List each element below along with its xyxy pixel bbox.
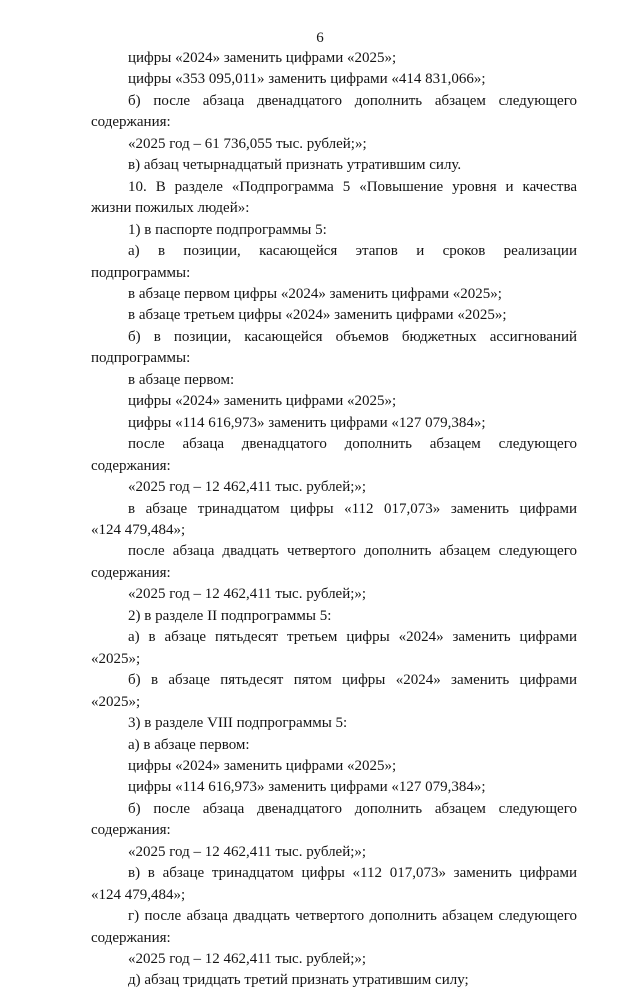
text-line: после абзаца двенадцатого дополнить абзацем следующего <box>128 436 577 453</box>
page-number: 6 <box>316 30 324 46</box>
text-line: г) после абзаца двадцать четвертого дополнить абзацем следующего <box>128 908 577 925</box>
text-line: 3) в разделе VIII подпрограммы 5: <box>128 715 348 732</box>
text-line: 10. В разделе «Подпрограмма 5 «Повышение уровня и качества <box>128 178 577 195</box>
text-line: содержания: <box>91 929 171 946</box>
text-line: а) в абзаце пятьдесят третьем цифры «2024» заменить цифрами <box>128 629 577 646</box>
text-line: в абзаце первом цифры «2024» заменить цифрами «2025»; <box>128 285 502 302</box>
text-line: цифры «2024» заменить цифрами «2025»; <box>128 393 397 410</box>
text-line: цифры «353 095,011» заменить цифрами «414 831,066»; <box>128 71 486 88</box>
text-line: «2025»; <box>91 650 141 667</box>
text-line: б) в позиции, касающейся объемов бюджетных ассигнований <box>128 328 577 345</box>
text-line: в) абзац четырнадцатый признать утратившим силу. <box>128 157 462 174</box>
text-line: б) в абзаце пятьдесят пятом цифры «2024» заменить цифрами <box>128 672 577 689</box>
text-line: «2025 год – 12 462,411 тыс. рублей;»; <box>128 586 367 603</box>
text-line: после абзаца двадцать четвертого дополнить абзацем следующего <box>128 543 577 560</box>
text-line: б) после абзаца двенадцатого дополнить абзацем следующего <box>128 92 577 109</box>
text-line: подпрограммы: <box>91 264 191 281</box>
text-line: «2025»; <box>91 693 141 710</box>
text-line: подпрограммы: <box>91 350 191 367</box>
text-line: цифры «2024» заменить цифрами «2025»; <box>128 50 397 66</box>
text-line: а) в позиции, касающейся этапов и сроков реализации <box>128 243 577 260</box>
text-line: цифры «114 616,973» заменить цифрами «127 079,384»; <box>128 779 486 796</box>
text-line: содержания: <box>91 564 171 581</box>
text-line: 2) в разделе II подпрограммы 5: <box>128 607 332 624</box>
text-line: «2025 год – 61 736,055 тыс. рублей;»; <box>128 135 367 152</box>
text-line: «2025 год – 12 462,411 тыс. рублей;»; <box>128 951 367 968</box>
text-line: 1) в паспорте подпрограммы 5: <box>128 221 327 238</box>
text-line: жизни пожилых людей»: <box>91 200 250 217</box>
text-line: содержания: <box>91 457 171 474</box>
text-line: в абзаце тринадцатом цифры «112 017,073» заменить цифрами <box>128 500 577 517</box>
text-line: «124 479,484»; <box>91 886 186 903</box>
text-line: б) после абзаца двенадцатого дополнить абзацем следующего <box>128 800 577 817</box>
text-line: цифры «2024» заменить цифрами «2025»; <box>128 757 397 774</box>
text-line: содержания: <box>91 822 171 839</box>
text-line: в) в абзаце тринадцатом цифры «112 017,073» заменить цифрами <box>128 865 577 882</box>
text-line: «2025 год – 12 462,411 тыс. рублей;»; <box>128 479 367 496</box>
document-body <box>91 48 577 992</box>
text-line: цифры «114 616,973» заменить цифрами «127 079,384»; <box>128 414 486 431</box>
text-line: а) в абзаце первом: <box>128 736 250 753</box>
text-line: «2025 год – 12 462,411 тыс. рублей;»; <box>128 843 367 860</box>
text-line: содержания: <box>91 114 171 131</box>
text-line: в абзаце первом: <box>128 371 235 388</box>
text-line: в абзаце третьем цифры «2024» заменить цифрами «2025»; <box>128 307 507 324</box>
text-line: д) абзац тридцать третий признать утратившим силу; <box>128 972 469 989</box>
text-line: «124 479,484»; <box>91 521 186 538</box>
